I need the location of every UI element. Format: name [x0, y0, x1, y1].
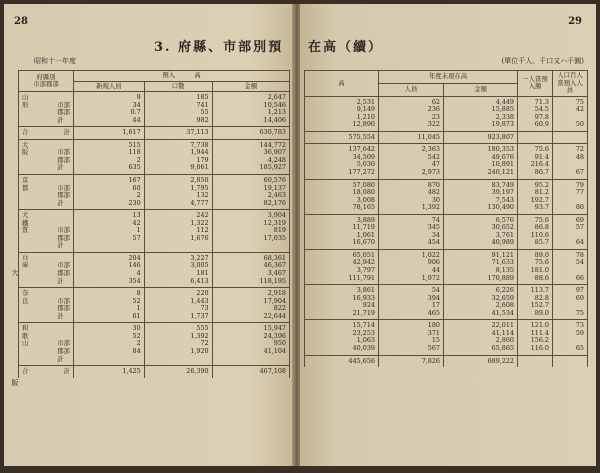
unit-note: (單位千人、千口又ハ千圓): [501, 57, 584, 65]
cell-amt: 15,947 24,396 950 41,104: [212, 323, 289, 366]
cell-total: 689,222: [443, 355, 517, 367]
cell-per: 1,022 906 44 1,972: [378, 249, 443, 284]
cell-total: 6,576 30,652 3,761 40,989: [443, 214, 517, 249]
cell-pp: [518, 131, 553, 144]
cell-amt: 575,554: [305, 131, 379, 144]
cell-per: 870 482 30 1,392: [378, 179, 443, 214]
cell-pp: [518, 355, 553, 367]
region-kind: 市部 郡部 計: [57, 183, 70, 207]
col-header-per-100: 人口百人當預入人員: [553, 71, 588, 97]
cell-amt: 445,656: [305, 355, 379, 367]
col-header-amount: 金額: [443, 83, 517, 96]
region-cell: [19, 366, 74, 378]
cell-new: 30 52 2 84: [74, 323, 145, 366]
cell-ph: 79 77 80: [553, 179, 588, 214]
cell-amt: 3,889 11,719 1,061 16,670: [305, 214, 379, 249]
table-row: [305, 179, 588, 214]
col-header-region: 府縣別 市部郡部: [19, 71, 74, 92]
region-name: 大 阪: [22, 140, 29, 157]
cell-amt: 3,904 12,319 819 17,035: [212, 210, 289, 253]
cell-pp: 89.0 75.6 181.0 88.6: [518, 249, 553, 284]
region-kind: 市部 郡部 計: [57, 261, 70, 285]
cell-total: 91,121 71,633 8,135 170,889: [443, 249, 517, 284]
table-row: [19, 288, 290, 323]
table-row: [305, 214, 588, 249]
cell-acc: 7,738 1,944 179 9,861: [144, 139, 212, 174]
cell-new: 515 118 2 635: [74, 139, 145, 174]
table-row: [19, 210, 290, 253]
cell-amt: 144,772 36,907 4,248 185,927: [212, 139, 289, 174]
cell-amt: 68,361 46,367 3,467 118,195: [212, 252, 289, 287]
left-page: [4, 4, 294, 466]
cell-acc: 26,390: [144, 366, 212, 378]
cell-new: 8 52 1 61: [74, 288, 145, 323]
table-row: [19, 92, 290, 127]
table-row: [19, 252, 290, 287]
region-name: 合: [22, 367, 29, 376]
region-name: 和 歌 山: [22, 324, 29, 348]
cell-pp: 71.3 54.5 97.8 60.9: [518, 96, 553, 131]
cell-ph: 78 54 66: [553, 249, 588, 284]
table-row: [305, 355, 588, 367]
table-row: [19, 139, 290, 174]
region-cell: [19, 288, 74, 323]
cell-pp: 75.6 86.8 110.6 85.7: [518, 214, 553, 249]
table-row: [305, 249, 588, 284]
right-page: [300, 4, 596, 466]
cell-total: 6,226 32,659 2,608 41,534: [443, 285, 517, 320]
col-header-high: 高: [305, 71, 379, 97]
region-kind: 計: [63, 367, 70, 376]
col-header-deposits: 預入 高: [74, 71, 290, 82]
cell-acc: 3,227 3,005 181 6,413: [144, 252, 212, 287]
cell-amt: 2,918 17,904 822 22,644: [212, 288, 289, 323]
region-name: 奈 良: [22, 289, 29, 305]
region-name: 兵 庫: [22, 253, 29, 270]
cell-amt: 15,714 23,253 1,063 40,039: [305, 320, 379, 355]
table-row: [305, 144, 588, 179]
region-kind: 市部 郡部 計: [57, 226, 70, 250]
cell-total: 22,011 41,114 2,860 65,865: [443, 320, 517, 355]
cell-pp: 95.2 81.2 192.7 93.7: [518, 179, 553, 214]
cell-pp: 75.6 91.4 216.4 80.7: [518, 144, 553, 179]
right-table: [304, 70, 588, 367]
left-table: [18, 70, 290, 378]
cell-amt: 60,576 19,137 2,463 82,176: [212, 175, 289, 210]
cell-per: 180 371 15 567: [378, 320, 443, 355]
cell-per: 2,363 542 47 2,973: [378, 144, 443, 179]
cell-ph: [553, 131, 588, 144]
cell-total: 923,807: [443, 131, 517, 144]
cell-total: 83,749 39,197 7,543 130,490: [443, 179, 517, 214]
cell-acc: 37,113: [144, 127, 212, 140]
cell-ph: 69 57 64: [553, 214, 588, 249]
cell-pp: 121.0 111.4 156.2 116.0: [518, 320, 553, 355]
cell-ph: 72 48 67: [553, 144, 588, 179]
table-row: [305, 285, 588, 320]
table-row: [19, 323, 290, 366]
cell-per: 7,826: [378, 355, 443, 367]
region-kind: 市部 郡部 計: [57, 148, 70, 172]
col-header-accounts: 口數: [144, 81, 212, 92]
page-title: 3. 府縣、市部別預: [154, 40, 284, 55]
table-row: [305, 320, 588, 355]
cell-acc: 185 741 55 982: [144, 92, 212, 127]
table-row: [19, 175, 290, 210]
cell-acc: 555 1,392 72 1,920: [144, 323, 212, 366]
cell-amt: 65,051 42,942 3,797 111,791: [305, 249, 379, 284]
cell-total: 180,353 49,676 10,891 240,121: [443, 144, 517, 179]
cell-amt: 57,080 18,080 3,008 78,165: [305, 179, 379, 214]
col-header-per-person: 一人當預入額: [518, 71, 553, 97]
cell-per: 62 236 23 322: [378, 96, 443, 131]
col-header-persons: 人員: [378, 83, 443, 96]
cell-ph: [553, 355, 588, 367]
side-label: 阪: [11, 379, 19, 387]
region-cell: [19, 252, 74, 287]
region-name: 京 都: [22, 176, 29, 192]
col-header-year-end: 年度末現在高: [378, 71, 517, 84]
cell-pp: 113.7 82.8 152.7 89.0: [518, 285, 553, 320]
page-number: 29: [568, 16, 582, 27]
region-cell: [19, 323, 74, 366]
cell-new: 204 146 4 354: [74, 252, 145, 287]
region-name: 山 形: [22, 93, 29, 109]
cell-amt: 3,861 16,933 924 21,719: [305, 285, 379, 320]
table-row: [305, 96, 588, 131]
cell-per: 74 345 34 454: [378, 214, 443, 249]
table-row: [19, 127, 290, 140]
page-number: 28: [14, 16, 28, 27]
cell-per: 54 394 17 465: [378, 285, 443, 320]
cell-acc: 2,850 1,795 132 4,777: [144, 175, 212, 210]
side-label: 大: [11, 269, 19, 277]
cell-per: 11,045: [378, 131, 443, 144]
cell-ph: 75 42 50: [553, 96, 588, 131]
region-kind: 計: [63, 128, 70, 137]
cell-new: 9 34 0.7 44: [74, 92, 145, 127]
cell-new: 13 42 1 57: [74, 210, 145, 253]
region-cell: [19, 92, 74, 127]
col-header-new-persons: 新規人員: [74, 81, 145, 92]
region-cell: [19, 127, 74, 140]
table-row: [305, 131, 588, 144]
region-cell: [19, 175, 74, 210]
cell-amt: 2,531 9,149 1,210 12,890: [305, 96, 379, 131]
cell-amt: 630,783: [212, 127, 289, 140]
region-cell: [19, 210, 74, 253]
region-name: 大 鐵 質: [22, 211, 29, 235]
cell-ph: 97 69 75: [553, 285, 588, 320]
cell-new: 1,425: [74, 366, 145, 378]
page-title: 在高（續）: [308, 40, 384, 55]
region-kind: 市部 郡部 計: [57, 100, 70, 124]
cell-acc: 242 1,322 112 1,676: [144, 210, 212, 253]
cell-new: 167 60 2 230: [74, 175, 145, 210]
region-kind: 市部 郡部 計: [57, 339, 70, 363]
fiscal-year-label: 昭和十一年度: [34, 57, 76, 65]
cell-acc: 220 1,443 73 1,737: [144, 288, 212, 323]
table-row: [19, 366, 290, 378]
cell-new: 1,617: [74, 127, 145, 140]
region-name: 合: [22, 128, 29, 137]
cell-amt: 2,647 10,546 1,213 14,406: [212, 92, 289, 127]
cell-total: 4,449 15,885 2,338 19,873: [443, 96, 517, 131]
cell-amt: 137,642 34,509 5,030 177,272: [305, 144, 379, 179]
region-cell: [19, 139, 74, 174]
cell-amt: 467,108: [212, 366, 289, 378]
col-header-amount: 金額: [212, 81, 289, 92]
region-kind: 市部 郡部 計: [57, 296, 70, 320]
cell-ph: 73 59 65: [553, 320, 588, 355]
